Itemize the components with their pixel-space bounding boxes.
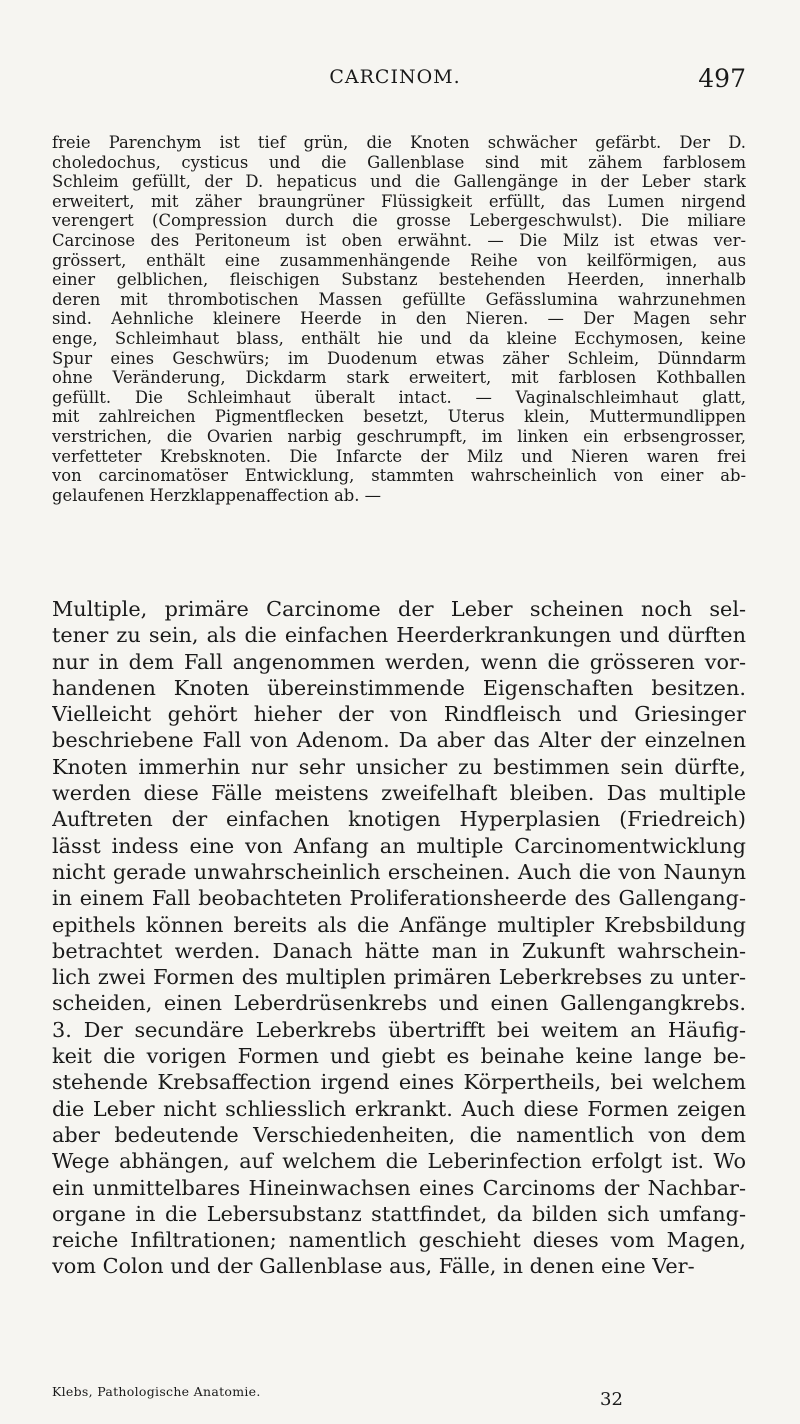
text-line: nicht gerade unwahrscheinlich erscheinen. Auch die von Naunyn: [52, 859, 746, 884]
text-line: verfetteter Krebsknoten. Die Infarcte der Milz und Nieren waren frei: [52, 446, 746, 466]
text-line: Carcinose des Peritoneum ist oben erwähnt. — Die Milz ist etwas ver-: [52, 230, 746, 250]
text-line: beschriebene Fall von Adenom. Da aber das Alter der einzelnen: [52, 728, 746, 753]
text-line: verengert (Compression durch die grosse Lebergeschwulst). Die miliare: [52, 211, 746, 231]
text-line: lich zwei Formen des multiplen primären Leberkrebses zu unter-: [52, 965, 746, 990]
text-line: von carcinomatöser Entwicklung, stammten wahrscheinlich von einer ab-: [52, 466, 746, 486]
text-line: Multiple, primäre Carcinome der Leber scheinen noch sel-: [52, 597, 746, 621]
page-number: 497: [698, 64, 746, 93]
text-line: die Leber nicht schliesslich erkrankt. Auch diese Formen zeigen: [52, 1096, 746, 1121]
text-line: verstrichen, die Ovarien narbig geschrumpft, im linken ein erbsengrosser,: [52, 426, 746, 446]
text-line: grössert, enthält eine zusammenhängende Reihe von keilförmigen, aus: [52, 250, 746, 270]
text-line: Auftreten der einfachen knotigen Hyperplasien (Friedreich): [52, 807, 746, 832]
text-line: gelaufenen Herzklappenaffection ab. —: [52, 485, 382, 505]
text-line: lässt indess eine von Anfang an multiple Carcinomentwicklung: [52, 833, 746, 858]
text-line: reiche Infiltrationen; namentlich geschieht dieses vom Magen,: [52, 1228, 746, 1253]
running-title: CARCINOM.: [329, 66, 461, 88]
footer-source: Klebs, Pathologische Anatomie.: [52, 1384, 261, 1399]
text-line: Knoten immerhin nur sehr unsicher zu bestimmen sein dürfte,: [52, 754, 746, 779]
main-text-paragraph: [52, 596, 746, 1280]
text-line: Spur eines Geschwürs; im Duodenum etwas zäher Schleim, Dünndarm: [52, 348, 746, 368]
text-line: deren mit thrombotischen Massen gefüllte Gefässlumina wahrzunehmen: [52, 289, 746, 309]
text-line: nur in dem Fall angenommen werden, wenn die grösseren vor-: [52, 649, 746, 674]
text-line: enge, Schleimhaut blass, enthält hie und da kleine Ecchymosen, keine: [52, 328, 746, 348]
text-line: freie Parenchym ist tief grün, die Knoten schwächer gefärbt. Der D.: [52, 133, 746, 152]
text-line: scheiden, einen Leberdrüsenkrebs und einen Gallengangkrebs.: [52, 991, 746, 1016]
text-line: Wege abhängen, auf welchem die Leberinfection erfolgt ist. Wo: [52, 1149, 746, 1174]
text-line: aber bedeutende Verschiedenheiten, die namentlich von dem: [52, 1122, 746, 1147]
text-line: ein unmittelbares Hineinwachsen eines Carcinoms der Nachbar-: [52, 1175, 746, 1200]
text-line: choledochus, cysticus und die Gallenblase sind mit zähem farblosem: [52, 152, 746, 172]
text-line: in einem Fall beobachteten Proliferationsheerde des Gallengang-: [52, 886, 746, 911]
text-line: organe in die Lebersubstanz stattfindet, da bilden sich umfang-: [52, 1201, 746, 1226]
text-line: einer gelblichen, fleischigen Substanz bestehenden Heerden, innerhalb: [52, 270, 746, 290]
text-line: werden diese Fälle meistens zweifelhaft bleiben. Das multiple: [52, 781, 746, 806]
text-line: mit zahlreichen Pigmentflecken besetzt, Uterus klein, Muttermundlippen: [52, 407, 746, 427]
text-line: stehende Krebsaffection irgend eines Körpertheils, bei welchem: [52, 1070, 746, 1095]
text-line: ohne Veränderung, Dickdarm stark erweitert, mit farblosen Kothballen: [52, 368, 746, 388]
text-line: Vielleicht gehört hieher der von Rindfleisch und Griesinger: [52, 702, 746, 727]
text-line: keit die vorigen Formen und giebt es beinahe keine lange be-: [52, 1044, 746, 1069]
text-line: epithels können bereits als die Anfänge multipler Krebsbildung: [52, 912, 746, 937]
case-report-paragraph: [52, 133, 746, 505]
text-line: Schleim gefüllt, der D. hepaticus und die Gallengänge in der Leber stark: [52, 172, 746, 192]
text-line: betrachtet werden. Danach hätte man in Zukunft wahrschein-: [52, 938, 746, 963]
text-line: sind. Aehnliche kleinere Heerde in den Nieren. — Der Magen sehr: [52, 309, 746, 329]
signature-mark: 32: [600, 1389, 623, 1410]
text-line: tener zu sein, als die einfachen Heerderkrankungen und dürften: [52, 623, 746, 648]
text-line: erweitert, mit zäher braungrüner Flüssigkeit erfüllt, das Lumen nirgend: [52, 191, 746, 211]
text-line: 3. Der secundäre Leberkrebs übertrifft bei weitem an Häufig-: [52, 1017, 746, 1042]
text-line: gefüllt. Die Schleimhaut überalt intact. — Vaginalschleimhaut glatt,: [52, 387, 746, 407]
text-line: vom Colon und der Gallenblase aus, Fälle, in denen eine Ver-: [52, 1254, 695, 1279]
text-line: handenen Knoten übereinstimmende Eigenschaften besitzen.: [52, 675, 746, 700]
